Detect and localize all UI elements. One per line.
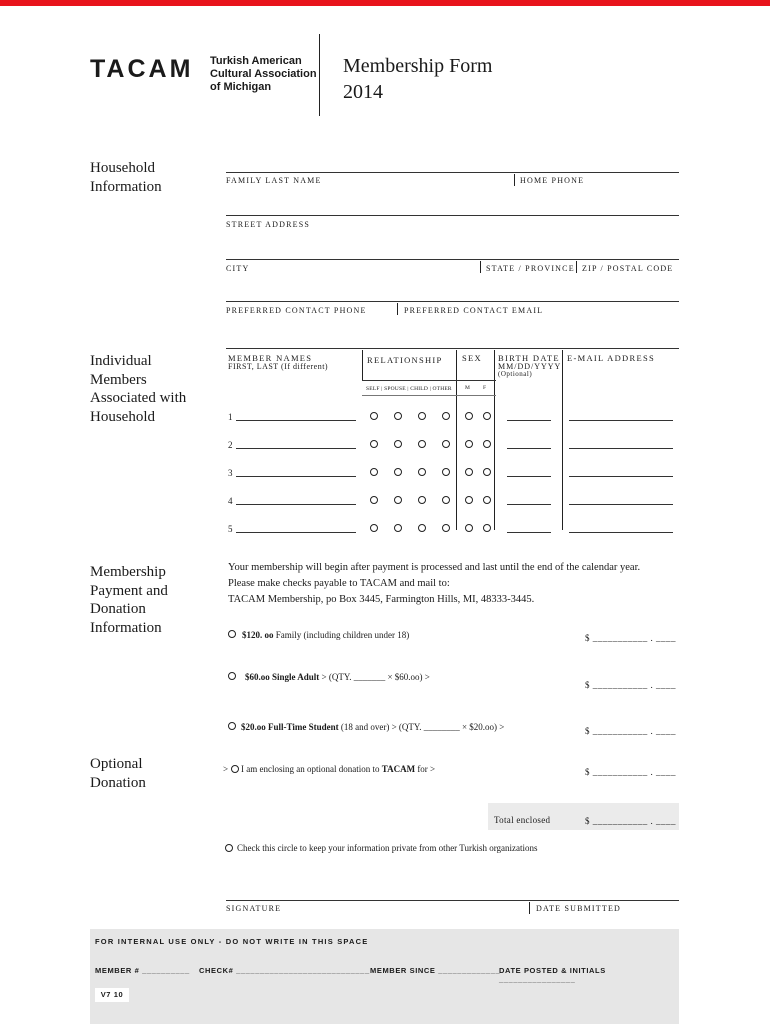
member-row-number: 4 bbox=[228, 496, 233, 506]
sex-m-radio[interactable] bbox=[465, 440, 473, 448]
subheader-line bbox=[362, 380, 496, 381]
col-divider bbox=[456, 350, 457, 530]
col-member-names-sub: FIRST, LAST (If different) bbox=[228, 362, 329, 371]
top-accent-bar bbox=[0, 0, 770, 6]
relationship-self-radio[interactable] bbox=[370, 468, 378, 476]
sex-m-label: M bbox=[465, 385, 471, 391]
signature-line[interactable] bbox=[226, 900, 679, 901]
relationship-child-radio[interactable] bbox=[418, 412, 426, 420]
col-sex: SEX bbox=[462, 353, 482, 363]
separator bbox=[529, 902, 530, 914]
separator bbox=[576, 261, 577, 273]
sex-f-radio[interactable] bbox=[483, 496, 491, 504]
member-name-field[interactable] bbox=[236, 504, 356, 505]
relationship-options: SELF | SPOUSE | CHILD | OTHER bbox=[366, 386, 452, 392]
relationship-spouse-radio[interactable] bbox=[394, 468, 402, 476]
relationship-other-radio[interactable] bbox=[442, 412, 450, 420]
total-amount[interactable]: $ ___________ . ____ bbox=[585, 816, 676, 826]
privacy-text: Check this circle to keep your information private from other Turkish organizations bbox=[237, 843, 538, 853]
check-number-field: CHECK# ____________________________ bbox=[199, 966, 370, 975]
member-name-field[interactable] bbox=[236, 476, 356, 477]
relationship-self-radio[interactable] bbox=[370, 496, 378, 504]
member-row-number: 1 bbox=[228, 412, 233, 422]
member-since-field: MEMBER SINCE _____________ bbox=[370, 966, 501, 975]
donation-section-title: Optional Donation bbox=[90, 756, 146, 791]
donation-text-after: for > bbox=[417, 764, 436, 774]
student-price: $20.oo Full-Time Student bbox=[241, 722, 339, 732]
col-birth-optional: (Optional) bbox=[498, 370, 533, 378]
relationship-self-radio[interactable] bbox=[370, 412, 378, 420]
sex-f-radio[interactable] bbox=[483, 412, 491, 420]
relationship-spouse-radio[interactable] bbox=[394, 496, 402, 504]
paragraph-line-3: TACAM Membership, po Box 3445, Farmington Hills, MI, 48333-3445. bbox=[228, 594, 535, 605]
family-price: $120. oo bbox=[242, 630, 274, 640]
street-address-line[interactable] bbox=[226, 215, 679, 216]
member-number-field: MEMBER # __________ bbox=[95, 966, 190, 975]
single-amount[interactable]: $ ___________ . ____ bbox=[585, 680, 676, 690]
tacam-logo: TACAM bbox=[90, 55, 194, 83]
student-option bbox=[241, 722, 504, 732]
col-divider bbox=[494, 350, 495, 530]
sex-f-radio[interactable] bbox=[483, 468, 491, 476]
family-last-name-label: FAMILY LAST NAME bbox=[226, 176, 322, 185]
sex-f-radio[interactable] bbox=[483, 524, 491, 532]
member-row-number: 5 bbox=[228, 524, 233, 534]
internal-use-box bbox=[90, 929, 679, 1024]
student-amount[interactable]: $ ___________ . ____ bbox=[585, 726, 676, 736]
paragraph-line-2: Please make checks payable to TACAM and mail to: bbox=[228, 578, 450, 589]
email-field[interactable] bbox=[569, 532, 673, 533]
family-name-line[interactable] bbox=[226, 172, 679, 173]
student-text: (18 and over) > (QTY. ________ × $20.oo) > bbox=[340, 722, 505, 732]
state-province-label: STATE / PROVINCE bbox=[486, 264, 575, 273]
sex-m-radio[interactable] bbox=[465, 524, 473, 532]
relationship-self-radio[interactable] bbox=[370, 440, 378, 448]
relationship-self-radio[interactable] bbox=[370, 524, 378, 532]
col-member-names: MEMBER NAMES bbox=[228, 353, 313, 363]
payment-paragraph bbox=[228, 560, 698, 608]
date-posted-field: DATE POSTED & INITIALS ________________ bbox=[499, 966, 606, 984]
member-name-field[interactable] bbox=[236, 532, 356, 533]
household-section-title: Household Information bbox=[90, 160, 162, 195]
single-text: > (QTY. _______ × $60.oo) > bbox=[321, 672, 430, 682]
header-divider bbox=[319, 34, 320, 116]
payment-section-title: Membership Payment and Donation Information bbox=[90, 564, 168, 636]
family-text: Family (including children under 18) bbox=[275, 630, 410, 640]
separator bbox=[397, 303, 398, 315]
relationship-child-radio[interactable] bbox=[418, 524, 426, 532]
donation-amount[interactable]: $ ___________ . ____ bbox=[585, 767, 676, 777]
relationship-child-radio[interactable] bbox=[418, 440, 426, 448]
sex-m-radio[interactable] bbox=[465, 468, 473, 476]
internal-heading: FOR INTERNAL USE ONLY - DO NOT WRITE IN THIS SPACE bbox=[95, 937, 369, 946]
relationship-other-radio[interactable] bbox=[442, 524, 450, 532]
donation-option bbox=[241, 764, 435, 774]
donation-prefix: > bbox=[223, 764, 229, 774]
relationship-spouse-radio[interactable] bbox=[394, 412, 402, 420]
family-option bbox=[242, 630, 409, 640]
version-label: V7 10 bbox=[95, 988, 129, 1002]
student-option-radio[interactable] bbox=[228, 722, 236, 730]
street-address-label: STREET ADDRESS bbox=[226, 220, 310, 229]
single-option-radio[interactable] bbox=[228, 672, 236, 680]
col-divider bbox=[362, 350, 363, 380]
date-submitted-label: DATE SUBMITTED bbox=[536, 904, 622, 913]
relationship-spouse-radio[interactable] bbox=[394, 524, 402, 532]
home-phone-label: HOME PHONE bbox=[520, 176, 585, 185]
relationship-other-radio[interactable] bbox=[442, 468, 450, 476]
member-row-number: 3 bbox=[228, 468, 233, 478]
family-option-radio[interactable] bbox=[228, 630, 236, 638]
relationship-child-radio[interactable] bbox=[418, 496, 426, 504]
single-option bbox=[245, 672, 430, 682]
family-amount[interactable]: $ ___________ . ____ bbox=[585, 633, 676, 643]
birth-date-field[interactable] bbox=[507, 504, 551, 505]
col-email: E-MAIL ADDRESS bbox=[567, 353, 656, 363]
sex-f-radio[interactable] bbox=[483, 440, 491, 448]
col-relationship: RELATIONSHIP bbox=[367, 355, 443, 365]
email-field[interactable] bbox=[569, 448, 673, 449]
birth-date-field[interactable] bbox=[507, 420, 551, 421]
subheader-line bbox=[362, 395, 496, 396]
member-row-number: 2 bbox=[228, 440, 233, 450]
city-line[interactable] bbox=[226, 259, 679, 260]
contact-email-label: PREFERRED CONTACT EMAIL bbox=[404, 306, 544, 315]
sex-m-radio[interactable] bbox=[465, 496, 473, 504]
members-section-title: Individual Members Associated with Household bbox=[90, 353, 187, 425]
zip-postal-label: ZIP / POSTAL CODE bbox=[582, 264, 674, 273]
birth-date-field[interactable] bbox=[507, 476, 551, 477]
birth-date-field[interactable] bbox=[507, 532, 551, 533]
col-birth-format: MM/DD/YYYY bbox=[498, 362, 562, 371]
email-field[interactable] bbox=[569, 504, 673, 505]
donation-radio[interactable] bbox=[231, 765, 239, 773]
org-name: Turkish American Cultural Association of Michigan bbox=[210, 55, 317, 93]
sex-m-radio[interactable] bbox=[465, 412, 473, 420]
total-label: Total enclosed bbox=[494, 815, 551, 825]
privacy-radio[interactable] bbox=[225, 844, 233, 852]
col-birth-date: BIRTH DATE bbox=[498, 353, 560, 363]
single-price: $60.oo Single Adult bbox=[245, 672, 320, 682]
form-title: Membership Form 2014 bbox=[343, 55, 493, 103]
email-field[interactable] bbox=[569, 476, 673, 477]
member-name-field[interactable] bbox=[236, 448, 356, 449]
relationship-spouse-radio[interactable] bbox=[394, 440, 402, 448]
city-label: CITY bbox=[226, 264, 250, 273]
relationship-child-radio[interactable] bbox=[418, 468, 426, 476]
donation-org: TACAM bbox=[381, 764, 416, 774]
separator bbox=[514, 174, 515, 186]
signature-label: SIGNATURE bbox=[226, 904, 282, 913]
separator bbox=[480, 261, 481, 273]
email-field[interactable] bbox=[569, 420, 673, 421]
members-table-top-line bbox=[226, 348, 679, 349]
col-divider bbox=[562, 350, 563, 530]
paragraph-line-1: Your membership will begin after payment is processed and last until the end of the calendar year. bbox=[228, 562, 641, 573]
relationship-other-radio[interactable] bbox=[442, 440, 450, 448]
relationship-other-radio[interactable] bbox=[442, 496, 450, 504]
birth-date-field[interactable] bbox=[507, 448, 551, 449]
member-name-field[interactable] bbox=[236, 420, 356, 421]
contact-phone-label: PREFERRED CONTACT PHONE bbox=[226, 306, 367, 315]
donation-text-before: I am enclosing an optional donation to bbox=[241, 764, 380, 774]
contact-line[interactable] bbox=[226, 301, 679, 302]
sex-f-label: F bbox=[483, 385, 487, 391]
